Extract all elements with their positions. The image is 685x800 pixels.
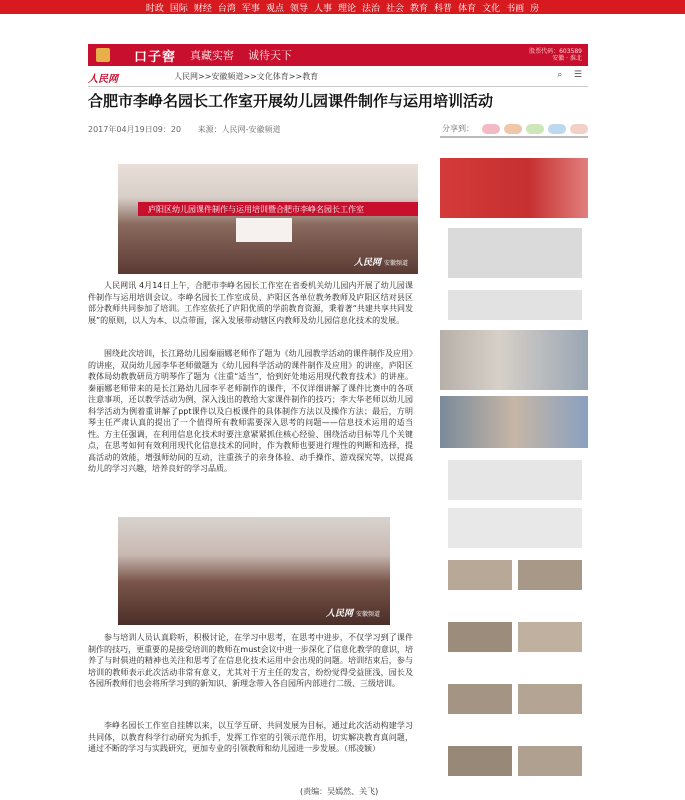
sidebar-thumbnail[interactable] (518, 746, 582, 776)
sidebar-thumbnail[interactable] (448, 622, 512, 652)
top-nav-item[interactable]: 时政 (145, 3, 164, 14)
article-photo-2 (118, 517, 390, 625)
watermark-text: 人民网 (353, 258, 381, 268)
article-paragraph: 人民网讯 4月14日上午，合肥市李峥名园长工作室在省委机关幼儿园内开展了幼儿园课件制作与运用培训会议。李峥名园长工作室成员、庐阳区各单位教务教师及庐阳区结对县区部分教师共同参加了培训。工作室依托了庐阳优质的学前教育资源，秉着著“共建共享共同发展”的原则，以人为本、以点带面，深入发展带动辖区内教师及幼儿园信息化技术的发展。 (88, 281, 413, 325)
sidebar-thumbnail[interactable] (448, 684, 512, 714)
header-divider (88, 86, 588, 87)
top-nav-item[interactable]: 社会 (386, 3, 405, 14)
menu-icon[interactable]: ☰ (573, 70, 582, 80)
stock-code: 股票代码：603589 (529, 48, 582, 55)
top-nav-item[interactable]: 国际 (169, 3, 188, 14)
share-label: 分享到： (442, 124, 474, 133)
article-paragraph: 参与培训人员认真聆听，积极讨论，在学习中思考，在思考中进步，不仅学习到了课件制作的技巧，更重要的是接受培训的教师在must会议中进一步深化了信息化教学的意识，培养了与时俱进的精神也关注和思考了在信息化技术运用中会出现的问题。培训结束后，参与培训的教师表示此次活动非常有意义，尤其对于方主任的发言，纷纷觉得受益匪浅，园长及各园所教师们也会将所学习到的新知识、新理念带入各自园所内部进行二级、三级培训。 (88, 633, 413, 688)
top-nav-item[interactable]: 观点 (265, 3, 284, 14)
share-weibo-icon[interactable] (482, 124, 500, 134)
article-meta (88, 124, 588, 136)
share-qq-icon[interactable] (548, 124, 566, 134)
sidebar-text-block[interactable] (448, 508, 582, 548)
sidebar-text-block[interactable] (448, 290, 582, 320)
projector-screen (236, 218, 292, 242)
article-source[interactable]: 来源：人民网-安徽频道 (197, 125, 281, 134)
top-nav-item[interactable]: 体育 (458, 3, 477, 14)
article-title: 合肥市李峥名园长工作室开展幼儿园课件制作与运用培训活动 (88, 92, 494, 110)
top-nav-item[interactable]: 书画 (506, 3, 525, 14)
photo-watermark (354, 255, 408, 268)
banner-slogan-2: 诚待天下 (248, 49, 293, 62)
header-tools (557, 70, 582, 80)
banner-slogan: 真藏实窖 (190, 49, 235, 62)
top-nav-item[interactable]: 房 (530, 3, 540, 14)
photo-watermark (326, 606, 380, 619)
top-nav-item[interactable]: 领导 (289, 3, 308, 14)
share-bar (442, 123, 588, 134)
article-photo-1 (118, 164, 418, 274)
article-paragraph: 李峥名园长工作室自挂牌以来，以互学互研、共同发展为目标，通过此次活动构建学习共同体，以教育科学行动研究为抓手，发挥工作室的引领示范作用，切实解决教育真问题，通过不断的学习与实践研究，更加专业的引领教师和幼儿园进一步发展。（邢凌颖） (88, 721, 413, 753)
sidebar-thumbnail[interactable] (448, 560, 512, 590)
top-nav-item[interactable]: 台湾 (217, 3, 236, 14)
sidebar-thumbnail[interactable] (518, 622, 582, 652)
top-nav-item[interactable]: 文化 (482, 3, 501, 14)
sidebar-text-block[interactable] (448, 228, 582, 278)
top-nav-item[interactable]: 理论 (337, 3, 356, 14)
sidebar-thumbnail[interactable] (448, 746, 512, 776)
top-nav-item[interactable]: 军事 (241, 3, 260, 14)
sidebar-text-block[interactable] (448, 460, 582, 500)
banner-stock-info (529, 48, 582, 62)
article-paragraph: 围绕此次培训，长江路幼儿园秦丽娜老师作了题为《幼儿园教学活动的课件制作及应用》的讲座，双岗幼儿园李华老师做题为《幼儿园科学活动的课件制作及应用》的讲座，庐阳区教体局幼教教研员方明琴作了题为《注重“适当”，恰到好处地运用现代教育技术》的讲座。秦丽娜老师带来的是长江路幼儿园李平老师制作的课件，不仅详细讲解了课件比赛中的各项注意事项，还以教学活动为例，深入浅出的教给大家课件制作的技巧；李大华老师以幼儿园科学活动为例着重讲解了ppt课件以及白板课件的具体制作方法以及操作方法；最后，方明琴主任严肃认真的提出了一个值得所有教师需要深入思考的问题——信息技术运用的适当性。方主任强调，在利用信息化技术时要注意紧紧抓住核心经验、围绕活动目标等几个关键点，在思考如何有效利用现代化信息技术的同时，作为教师也要进行理性的判断和选择，提高活动的效能，增强师幼间的互动，注重孩子的亲身体验、动手操作、游戏探究等，以提高幼儿的学习兴趣，培养良好的学习品质。 (88, 349, 413, 473)
stage-banner-text: 庐阳区幼儿园课件制作与运用培训暨合肥市李峥名园长工作室 (148, 205, 364, 214)
sidebar-thumbnail[interactable] (440, 396, 588, 448)
top-nav-item[interactable]: 教育 (410, 3, 429, 14)
share-more-icon[interactable] (570, 124, 588, 134)
breadcrumb[interactable]: 人民网>>安徽频道>>文化体育>>教育 (174, 72, 319, 81)
top-nav-item[interactable]: 科普 (434, 3, 453, 14)
top-nav-item[interactable]: 人事 (313, 3, 332, 14)
top-nav (0, 0, 685, 14)
top-nav-item[interactable]: 财经 (193, 3, 212, 14)
banner-brand: 口子窖 (134, 49, 177, 65)
article-editor: (责编：吴嫣然、关飞) (300, 787, 379, 796)
sidebar-ad[interactable] (440, 158, 588, 218)
stock-region: 安徽 · 淮北 (552, 55, 582, 62)
share-qzone-icon[interactable] (504, 124, 522, 134)
brand-seal-icon (96, 48, 110, 62)
watermark-text: 人民网 (325, 609, 353, 619)
share-wechat-icon[interactable] (526, 124, 544, 134)
sidebar-divider (440, 136, 588, 138)
top-nav-item[interactable]: 法治 (362, 3, 381, 14)
watermark-sub: 安徽频道 (383, 260, 408, 267)
sidebar-thumbnail[interactable] (518, 684, 582, 714)
site-logo[interactable]: 人民网 (88, 74, 118, 85)
search-icon[interactable]: ⌕ (557, 70, 563, 80)
header-bar (88, 70, 588, 84)
ad-banner[interactable] (88, 44, 588, 66)
sidebar-thumbnail[interactable] (440, 330, 588, 390)
watermark-sub: 安徽频道 (355, 611, 380, 618)
sidebar-thumbnail[interactable] (518, 560, 582, 590)
publish-date: 2017年04月19日09：20 (88, 125, 182, 134)
